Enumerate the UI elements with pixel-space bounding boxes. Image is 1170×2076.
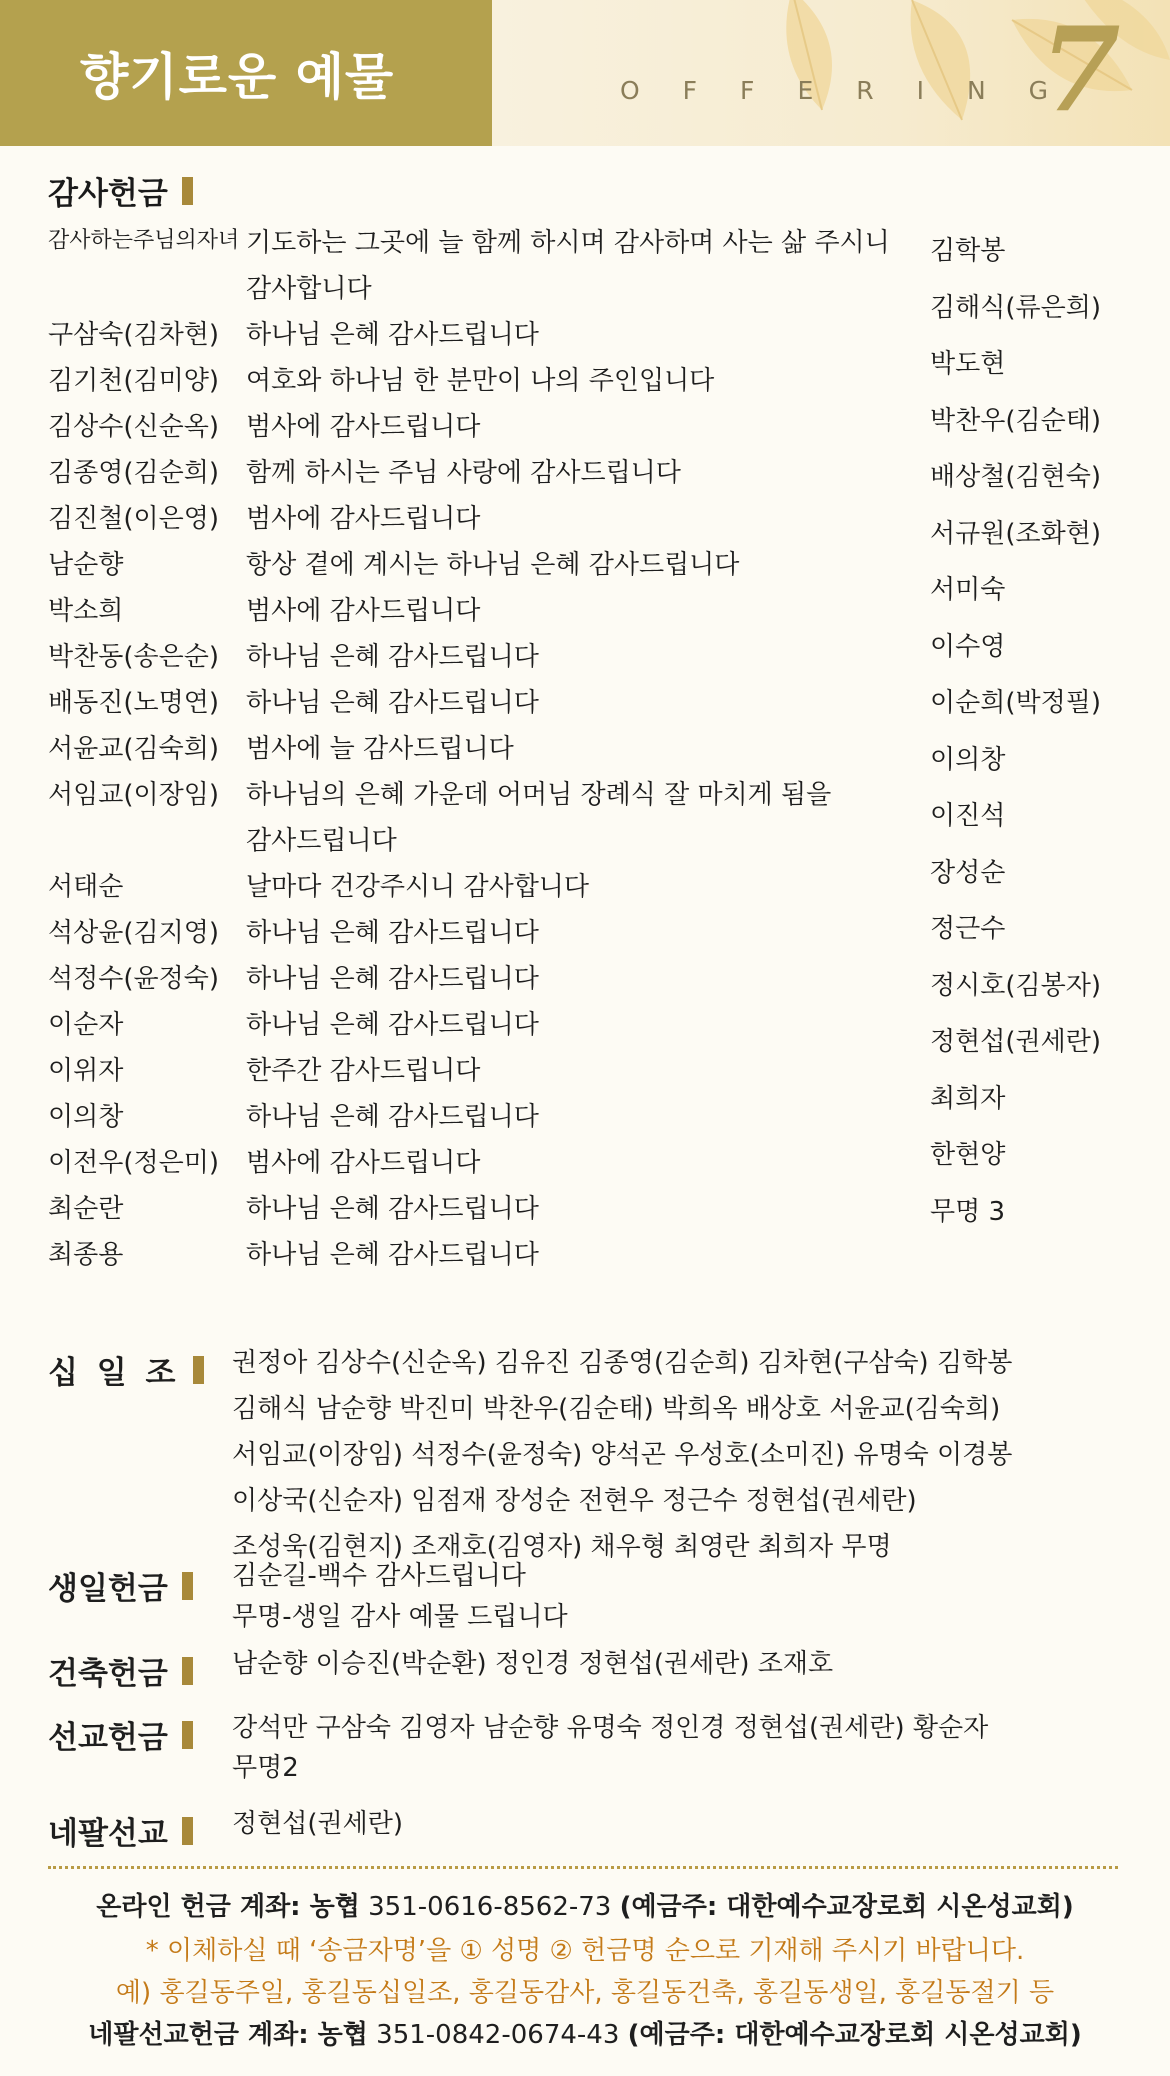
heading-bar-icon	[182, 1721, 193, 1749]
heading-bar-icon	[182, 177, 193, 205]
nepal-account-label: 네팔선교헌금 계좌: 농협	[88, 2020, 368, 2050]
building-line: 남순향 이승진(박순환) 정인경 정현섭(권세란) 조재호	[232, 1649, 834, 1679]
thanks-heading	[48, 168, 193, 213]
mission-line: 강석만 구삼숙 김영자 남순향 유명숙 정인경 정현섭(권세란) 황순자	[232, 1713, 989, 1743]
thanks-message: 하나님 은혜 감사드립니다	[246, 1194, 539, 1224]
thanks-message: 기도하는 그곳에 늘 함께 하시며 감사하며 사는 삶 주시니	[246, 228, 890, 258]
thanks-message: 하나님의 은혜 가운데 어머님 장례식 잘 마치게 됨을	[246, 780, 832, 810]
thanks-name-item: 서규원(조화현)	[930, 518, 1101, 549]
thanks-message: 하나님 은혜 감사드립니다	[246, 964, 539, 994]
thanks-giver-name: 서태순	[48, 872, 124, 902]
thanks-name-item: 정시호(김봉자)	[930, 970, 1101, 1001]
thanks-name-item: 최희자	[930, 1083, 1006, 1114]
thanks-message: 감사드립니다	[246, 826, 397, 856]
offering-label: OFFERING	[620, 76, 1092, 105]
nepal-list	[232, 1801, 403, 1847]
thanks-heading-text: 감사헌금	[48, 176, 168, 212]
thanks-name-item: 정현섭(권세란)	[930, 1027, 1101, 1057]
building-heading-text: 건축헌금	[48, 1656, 168, 1692]
thanks-message: 여호와 하나님 한 분만이 나의 주인입니다	[246, 366, 715, 396]
tithe-line: 조성욱(김현지) 조재호(김영자) 채우형 최영란 최희자 무명	[232, 1532, 892, 1562]
thanks-name-item: 이순희(박정필)	[930, 688, 1101, 718]
nepal-heading	[48, 1808, 193, 1853]
tithe-heading-text: 십 일 조	[48, 1355, 180, 1391]
thanks-giver-name: 김진철(이은영)	[48, 504, 219, 534]
mission-heading-text: 선교헌금	[48, 1720, 168, 1756]
thanks-giver-name: 박소희	[48, 596, 124, 626]
thanks-giver-name: 석상윤(김지영)	[48, 918, 219, 948]
thanks-giver-name: 석정수(윤정숙)	[48, 964, 219, 994]
thanks-giver-name: 이의창	[48, 1102, 124, 1132]
nepal-heading-text: 네팔선교	[48, 1816, 168, 1852]
birthday-line: 김순길-백수 감사드립니다	[232, 1561, 526, 1591]
thanks-message: 감사합니다	[246, 274, 372, 304]
thanks-giver-name: 서윤교(김숙희)	[48, 734, 219, 764]
thanks-name-item: 한현양	[930, 1140, 1006, 1170]
thanks-name-item: 무명 3	[930, 1196, 1006, 1227]
mission-list	[232, 1708, 988, 1788]
title-banner	[0, 0, 492, 146]
thanks-giver-name: 이전우(정은미)	[48, 1148, 219, 1178]
heading-bar-icon	[182, 1657, 193, 1685]
birthday-line: 무명-생일 감사 예물 드립니다	[232, 1602, 568, 1632]
thanks-message: 함께 하시는 주님 사랑에 감사드립니다	[246, 458, 681, 488]
transfer-example: 예) 홍길동주일, 홍길동십일조, 홍길동감사, 홍길동건축, 홍길동생일, 홍길동절기 등	[115, 1978, 1055, 2008]
online-account-holder: (예금주: 대한예수교장로회 시온성교회)	[619, 1892, 1074, 1922]
thanks-message: 범사에 감사드립니다	[246, 1148, 481, 1178]
birthday-heading	[48, 1563, 193, 1608]
nepal-line: 정현섭(권세란)	[232, 1809, 403, 1839]
thanks-name-item: 서미숙	[930, 575, 1006, 605]
mission-line: 무명2	[232, 1753, 299, 1783]
building-list	[232, 1641, 833, 1687]
thanks-giver-name: 구삼숙(김차현)	[48, 320, 219, 350]
thanks-message: 범사에 감사드립니다	[246, 504, 481, 534]
tithe-line: 김해식 남순향 박진미 박찬우(김순태) 박희옥 배상호 서윤교(김숙희)	[232, 1394, 1001, 1424]
page-title: 향기로운 예물	[80, 48, 395, 106]
section-number: 7	[1040, 2, 1121, 138]
building-heading	[48, 1648, 193, 1693]
thanks-name-item: 이진석	[930, 801, 1006, 831]
tithe-line: 서임교(이장임) 석정수(윤정숙) 양석곤 우성호(소미진) 유명숙 이경봉	[232, 1440, 1013, 1470]
divider	[48, 1866, 1118, 1869]
transfer-note: * 이체하실 때 ‘송금자명’을 ① 성명 ② 헌금명 순으로 기재해 주시기 바랍니다.	[145, 1936, 1025, 1966]
thanks-message: 범사에 감사드립니다	[246, 412, 481, 442]
nepal-account-number: 351-0842-0674-43	[376, 2020, 620, 2050]
thanks-giver-name: 최순란	[48, 1194, 124, 1224]
thanks-name-item: 박찬우(김순태)	[930, 405, 1101, 436]
thanks-name-item: 배상철(김현숙)	[930, 462, 1101, 492]
thanks-name-item: 정근수	[930, 914, 1006, 944]
thanks-name-item: 이수영	[930, 631, 1006, 662]
online-account-number: 351-0616-8562-73	[368, 1892, 612, 1922]
thanks-message: 한주간 감사드립니다	[246, 1056, 481, 1086]
thanks-message: 하나님 은혜 감사드립니다	[246, 1240, 539, 1270]
online-account	[0, 1886, 1170, 1923]
tithe-line: 이상국(신순자) 임점재 장성순 전현우 정근수 정현섭(권세란)	[232, 1486, 917, 1516]
thanks-name-item: 김해식(류은희)	[930, 292, 1101, 323]
thanks-message: 하나님 은혜 감사드립니다	[246, 320, 539, 350]
thanks-message: 범사에 늘 감사드립니다	[246, 734, 514, 764]
tithe-line: 권정아 김상수(신순옥) 김유진 김종영(김순희) 김차현(구삼숙) 김학봉	[232, 1348, 1013, 1378]
thanks-name-item: 장성순	[930, 857, 1006, 888]
thanks-giver-name: 김상수(신순옥)	[48, 412, 219, 442]
thanks-giver-name: 이위자	[48, 1056, 124, 1086]
thanks-giver-name: 배동진(노명연)	[48, 688, 219, 718]
birthday-heading-text: 생일헌금	[48, 1571, 168, 1607]
thanks-giver-name: 김종영(김순희)	[48, 458, 219, 488]
tithe-heading	[48, 1347, 204, 1392]
heading-bar-icon	[182, 1817, 193, 1845]
birthday-list	[232, 1556, 568, 1638]
thanks-giver-name: 박찬동(송은순)	[48, 642, 219, 672]
nepal-account	[0, 2014, 1170, 2051]
thanks-message: 범사에 감사드립니다	[246, 596, 481, 626]
thanks-giver-name: 최종용	[48, 1240, 124, 1270]
thanks-message: 하나님 은혜 감사드립니다	[246, 1102, 539, 1132]
thanks-name-item: 김학봉	[930, 236, 1006, 266]
heading-bar-icon	[182, 1572, 193, 1600]
thanks-giver-name: 감사하는주님의자녀	[48, 228, 240, 253]
thanks-giver-name: 남순향	[48, 550, 124, 580]
thanks-message: 하나님 은혜 감사드립니다	[246, 918, 539, 948]
thanks-message: 하나님 은혜 감사드립니다	[246, 688, 539, 718]
online-account-label: 온라인 헌금 계좌: 농협	[96, 1892, 360, 1922]
heading-bar-icon	[193, 1356, 204, 1384]
mission-heading	[48, 1712, 193, 1757]
thanks-message: 하나님 은혜 감사드립니다	[246, 1010, 539, 1040]
thanks-message: 하나님 은혜 감사드립니다	[246, 642, 539, 672]
thanks-message: 날마다 건강주시니 감사합니다	[246, 872, 590, 902]
thanks-name-item: 박도현	[930, 349, 1006, 379]
tithe-list	[232, 1340, 1012, 1570]
thanks-giver-name: 김기천(김미양)	[48, 366, 219, 396]
nepal-account-holder: (예금주: 대한예수교장로회 시온성교회)	[627, 2020, 1082, 2050]
thanks-message: 항상 곁에 계시는 하나님 은혜 감사드립니다	[246, 550, 740, 580]
thanks-giver-name: 서임교(이장임)	[48, 780, 219, 810]
thanks-giver-name: 이순자	[48, 1010, 124, 1040]
page-header	[0, 0, 1170, 146]
thanks-name-item: 이의창	[930, 744, 1006, 775]
